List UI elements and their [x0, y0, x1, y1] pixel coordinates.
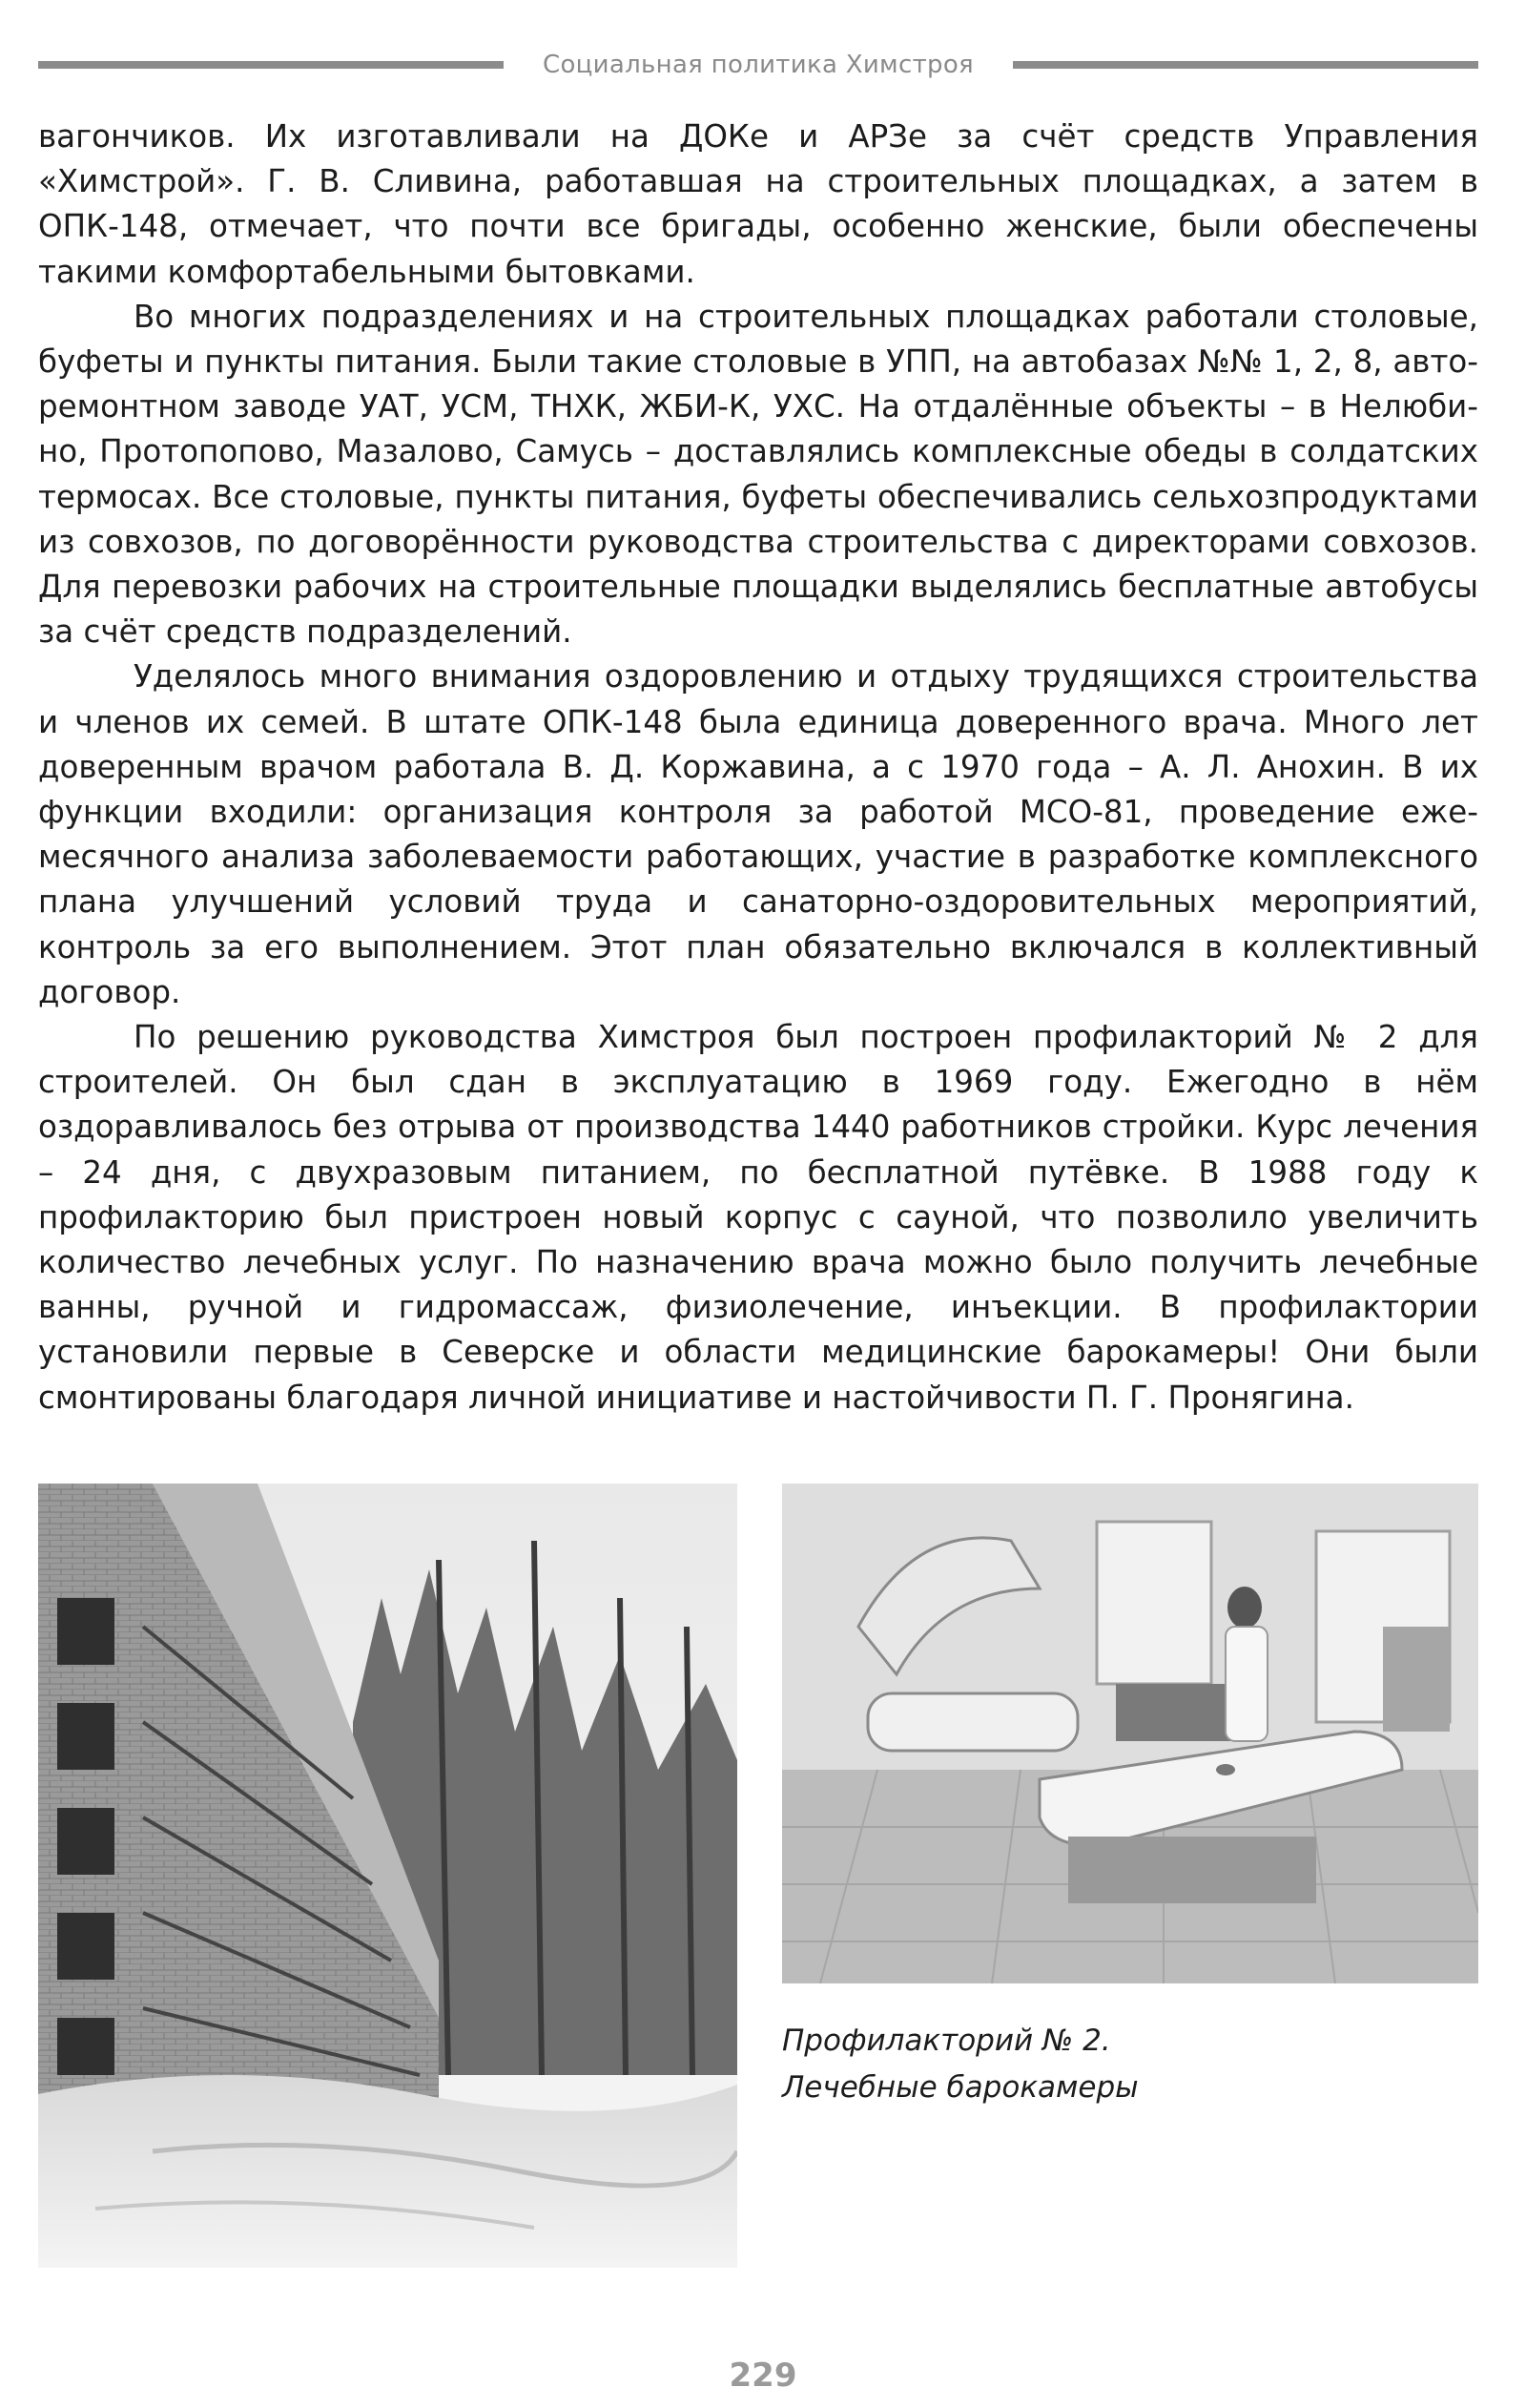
running-header: [38, 44, 1478, 86]
photo-profilactory-building: [38, 1484, 737, 2268]
caption-line-1: Профилакторий № 2.: [782, 2024, 1111, 2058]
photo-hyperbaric-chambers: [782, 1484, 1478, 1983]
caption-line-2: Лечебные барокамеры: [782, 2070, 1139, 2105]
paragraph-4: По решению руководства Химстроя был построен профилакторий № 2 для строителей. Он был сдан в эксплуатацию в 1969 году. Ежегодно в нём оздоравливалось без отрыва от производства 1440 работников стройки. Курс лечения – 24 дня, с двухразовым питанием, по бесплатной путёвке. В 1988 году к профилакторию был пристроен новый корпус с сауной, что позволило увеличить количество лечебных услуг. По назначению врача можно было получить лечебные ванны, ручной и гидромассаж, физиолечение, инъекции. В профилактории установили первые в Северске и области медицинские барокамеры! Они были смонтированы благодаря личной инициативе и настойчивости П. Г. Пронягина.: [38, 1019, 1478, 1416]
page-number: 229: [729, 2356, 797, 2395]
header-rule-right: [1013, 61, 1478, 69]
paragraph-3: Уделялось много внимания оздоровлению и отдыху трудящихся строительства и членов их семей. В штате ОПК-148 была единица доверенного врача. Много лет доверенным врачом работала В. Д. Коржавина, а с 1970 года – А. Л. Анохин. В их функции входили: организация контроля за работой МСО-81, проведение ежемесячного анализа заболеваемости работающих, участие в разработке комплексного плана улучшений условий труда и санаторно-оздоровительных мероприятий, контроль за его выполнением. Этот план обязательно включался в коллективный договор.: [38, 658, 1478, 1010]
main-text: [38, 114, 1478, 1421]
paragraph-2: Во многих подразделениях и на строительных площадках работали столовые, буфеты и пункты питания. Были такие столовые в УПП, на автобазах №№ 1, 2, 8, авторемонтном заводе УАТ, УСМ, ТНХК, ЖБИ-К, УХС. На отдалённые объекты – в Нелюбино, Протопопово, Мазалово, Самусь – доставлялись комплексные обеды в солдатских термосах. Все столовые, пункты питания, буфеты обеспечивались сельхозпродуктами из совхозов, по договорённости руководства строительства с директорами совхозов. Для перевозки рабочих на строительные площадки выделялись бесплатные автобусы за счёт средств подразделений.: [38, 298, 1478, 651]
photo-caption: [782, 2018, 1450, 2111]
header-rule-left: [38, 61, 504, 69]
running-title: Социальная политика Химстроя: [543, 51, 974, 79]
paragraph-1: вагончиков. Их изготавливали на ДОКе и АРЗе за счёт средств Управления «Химстрой». Г. В. Сливина, работавшая на строительных площадках, а затем в ОПК-148, отмечает, что почти все бригады, особенно женские, были обеспечены такими комфортабельными бытовками.: [38, 118, 1478, 290]
